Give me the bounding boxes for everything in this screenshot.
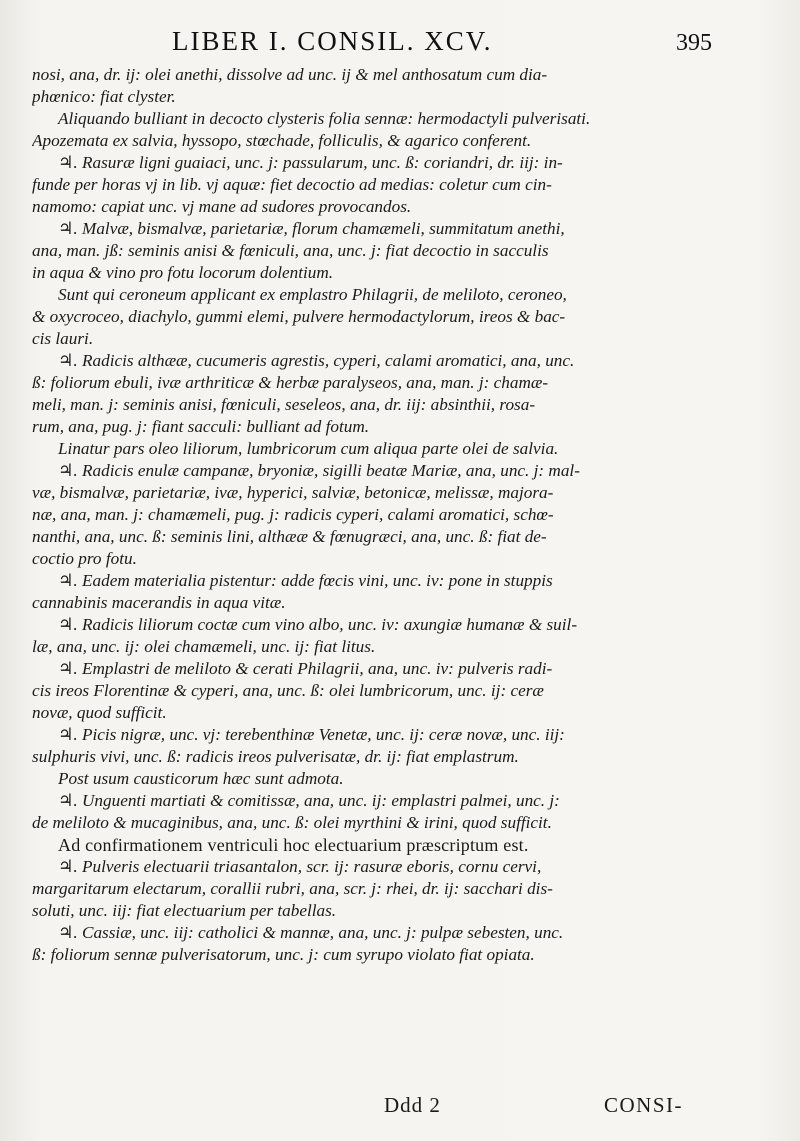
text-line: novæ, quod sufficit.	[32, 703, 167, 722]
recipe-line: ♃. Unguenti martiati & comitissæ, ana, unc. ij: emplastri palmei, unc. j:	[58, 791, 560, 810]
text-line: ß: foliorum ebuli, ivæ arthriticæ & herbæ paralyseos, ana, man. j: chamæ-	[32, 373, 549, 392]
text-line: Linatur pars oleo liliorum, lumbricorum cum aliqua parte olei de salvia.	[58, 439, 559, 458]
text-line: sulphuris vivi, unc. ß: radicis ireos pulverisatæ, dr. ij: fiat emplastrum.	[32, 747, 519, 766]
text-line: soluti, unc. iij: fiat electuarium per tabellas.	[32, 901, 337, 920]
text-line: Aliquando bulliant in decocto clysteris folia sennæ: hermodactyli pulverisati.	[58, 109, 591, 128]
recipe-line: ♃. Picis nigræ, unc. vj: terebenthinæ Venetæ, unc. ij: ceræ novæ, unc. iij:	[58, 725, 565, 744]
roman-text-line: Ad confirmationem ventriculi hoc electuarium præscriptum est.	[58, 835, 529, 855]
page-footer	[0, 1093, 800, 1123]
text-line: nanthi, ana, unc. ß: seminis lini, althææ & fœnugræci, ana, unc. ß: fiat de-	[32, 527, 547, 546]
text-line: Apozemata ex salvia, hyssopo, stœchade, folliculis, & agarico conferent.	[32, 131, 532, 150]
text-line: cis lauri.	[32, 329, 94, 348]
page-number: 395	[676, 30, 712, 56]
text-line: ana, man. jß: seminis anisi & fœniculi, ana, unc. j: fiat decoctio in sacculis	[32, 241, 549, 260]
recipe-line: ♃. Radicis enulæ campanæ, bryoniæ, sigilli beatæ Mariæ, ana, unc. j: mal-	[58, 461, 580, 480]
running-title: LIBER I. CONSIL. XCV.	[172, 26, 493, 56]
recipe-line: ♃. Pulveris electuarii triasantalon, scr. ij: rasuræ eboris, cornu cervi,	[58, 857, 542, 876]
text-line: & oxycroceo, diachylo, gummi elemi, pulvere hermodactylorum, ireos & bac-	[32, 307, 566, 326]
text-line: ß: foliorum sennæ pulverisatorum, unc. j: cum syrupo violato fiat opiata.	[32, 945, 535, 964]
text-line: rum, ana, pug. j: fiant sacculi: bulliant ad fotum.	[32, 417, 370, 436]
recipe-line: ♃. Radicis liliorum coctæ cum vino albo, unc. iv: axungiæ humanæ & suil-	[58, 615, 578, 634]
recipe-line: ♃. Eadem materialia pistentur: adde fœcis vini, unc. iv: pone in stuppis	[58, 571, 553, 590]
recipe-line: ♃. Cassiæ, unc. iij: catholici & mannæ, ana, unc. j: pulpæ sebesten, unc.	[58, 923, 564, 942]
recipe-line: ♃. Malvæ, bismalvæ, parietariæ, florum chamæmeli, summitatum anethi,	[58, 219, 565, 238]
catchword: CONSI-	[604, 1093, 684, 1117]
text-line: Sunt qui ceroneum applicant ex emplastro Philagrii, de meliloto, ceroneo,	[58, 285, 567, 304]
text-line: de meliloto & mucaginibus, ana, unc. ß: olei myrthini & irini, quod sufficit.	[32, 813, 552, 832]
body-text	[32, 64, 700, 966]
text-line: in aqua & vino pro fotu locorum dolentium.	[32, 263, 334, 282]
text-line: margaritarum electarum, corallii rubri, ana, scr. j: rhei, dr. ij: sacchari dis-	[32, 879, 553, 898]
text-line: meli, man. j: seminis anisi, fœniculi, seseleos, ana, dr. iij: absinthii, rosa-	[32, 395, 536, 414]
text-line: coctio pro fotu.	[32, 549, 137, 568]
text-line: cis ireos Florentinæ & cyperi, ana, unc. ß: olei lumbricorum, unc. ij: ceræ	[32, 681, 544, 700]
recipe-line: ♃. Rasuræ ligni guaiaci, unc. j: passularum, unc. ß: coriandri, dr. iij: in-	[58, 153, 563, 172]
text-line: næ, ana, man. j: chamæmeli, pug. j: radicis cyperi, calami aromatici, schœ-	[32, 505, 554, 524]
text-line: læ, ana, unc. ij: olei chamæmeli, unc. ij: fiat litus.	[32, 637, 376, 656]
text-line: væ, bismalvæ, parietariæ, ivæ, hyperici, salviæ, betonicæ, melissæ, majora-	[32, 483, 554, 502]
signature-mark: Ddd 2	[384, 1093, 441, 1117]
recipe-line: ♃. Radicis althææ, cucumeris agrestis, cyperi, calami aromatici, ana, unc.	[58, 351, 575, 370]
text-line: funde per horas vj in lib. vj aquæ: fiet decoctio ad medias: coletur cum cin-	[32, 175, 552, 194]
recipe-line: ♃. Emplastri de meliloto & cerati Philagrii, ana, unc. iv: pulveris radi-	[58, 659, 553, 678]
text-line: namomo: capiat unc. vj mane ad sudores provocandos.	[32, 197, 412, 216]
page-header	[0, 22, 800, 62]
text-line: Post usum causticorum hæc sunt admota.	[58, 769, 344, 788]
text-line: cannabinis macerandis in aqua vitæ.	[32, 593, 286, 612]
text-line: nosi, ana, dr. ij: olei anethi, dissolve ad unc. ij & mel anthosatum cum dia-	[32, 65, 548, 84]
text-line: phœnico: fiat clyster.	[32, 87, 176, 106]
